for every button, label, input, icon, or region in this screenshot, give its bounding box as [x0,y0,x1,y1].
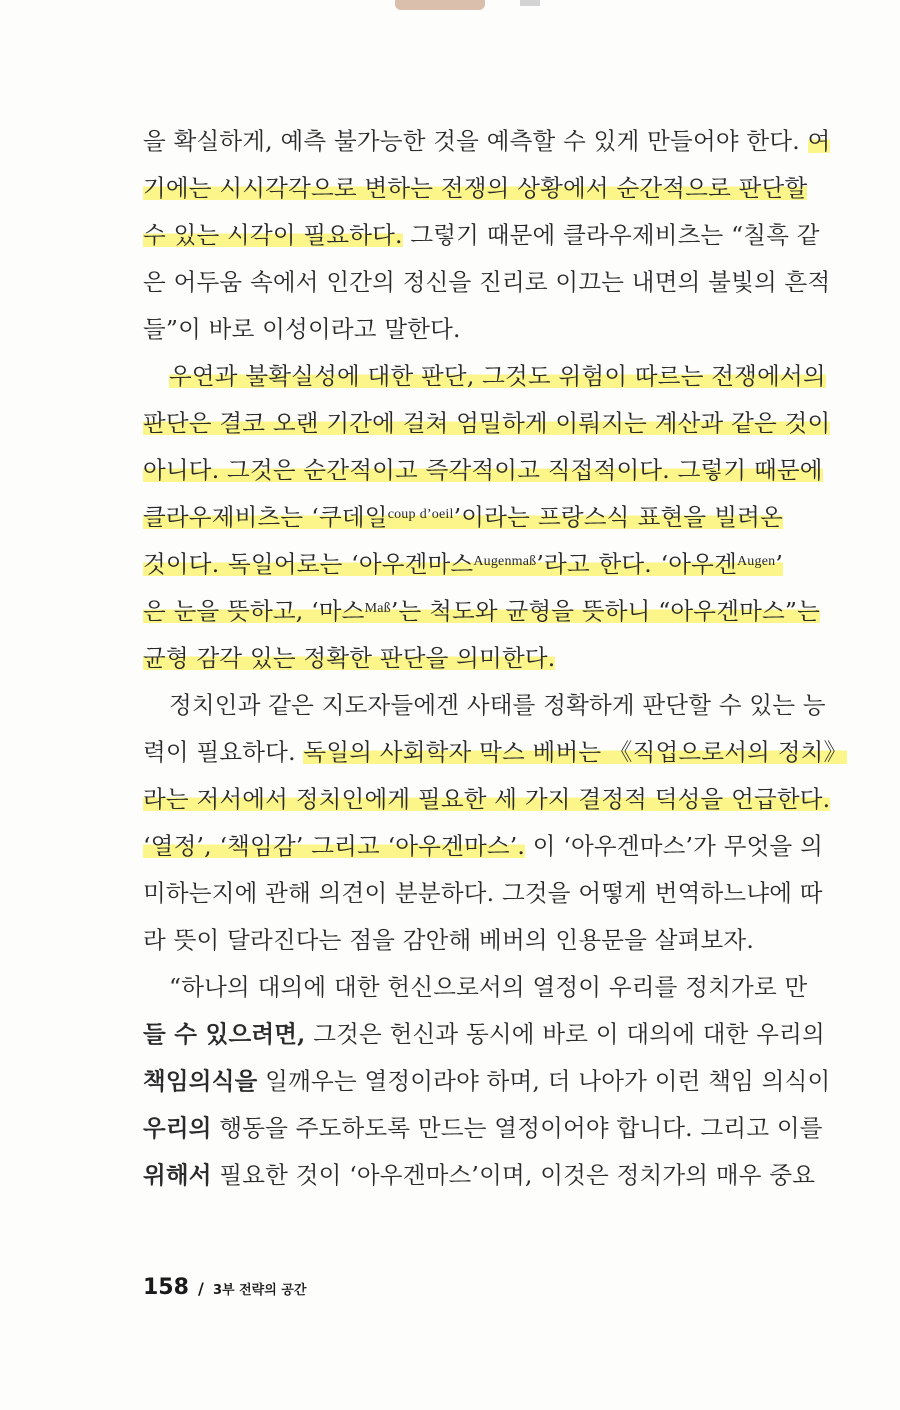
highlighted-text: 판단은 결코 오랜 기간에 걸쳐 엄밀하게 이뤄지는 계산과 같은 것이 [143,409,831,437]
highlighted-text: 아니다. 그것은 순간적이고 즉각적이고 직접적이다. 그렇기 때문에 [143,456,823,484]
text-segment: 들”이 바로 이성이라고 말한다. [143,315,461,343]
text-line [143,870,823,917]
text-line [143,776,831,823]
foreign-term: Augen [736,554,776,569]
text-segment: 그렇기 때문에 클라우제비츠는 “칠흑 같 [402,221,820,249]
text-line [143,306,783,353]
text-segment: ’는 척도와 균형을 뜻하니 “아우겐마스”는 [390,597,821,625]
text-segment: 라 뜻이 달라진다는 점을 감안해 베버의 인용문을 살펴보자. [143,926,754,954]
text-segment: 그것은 헌신과 동시에 바로 이 대의에 대한 우리의 [305,1020,825,1048]
text-segment: 은 눈을 뜻하고, ‘마스 [143,597,365,625]
text-segment: 정치인과 같은 지도자들에겐 사태를 정확하게 판단할 수 있는 능 [169,691,826,719]
text-line [143,917,783,964]
bold-text: 우리의 [143,1114,212,1142]
text-segment: 일깨우는 열정이라야 하며, 더 나아가 이런 책임 의식이 [257,1067,831,1095]
highlighted-text: ‘열정’, ‘책임감’ 그리고 ‘아우겐마스’. [143,832,526,860]
text-line [143,1105,823,1152]
highlighted-text: 우연과 불확실성에 대한 판단, 그것도 위험이 따르는 전쟁에서의 [169,362,826,390]
bold-text: 위해서 [143,1161,212,1189]
text-line [143,259,831,306]
text-segment: 클라우제비츠는 ‘쿠데일 [143,503,388,531]
text-line [143,165,808,212]
text-segment: 이 ‘아우겐마스’가 무엇을 의 [525,832,824,860]
bold-text: 책임의식을 [143,1067,258,1095]
highlighted-text [143,503,783,531]
text-line [143,729,848,776]
text-line [143,118,831,165]
text-line [143,1011,825,1058]
text-line [143,447,823,494]
text-segment: 을 확실하게, 예측 불가능한 것을 예측할 수 있게 만들어야 한다. [143,127,808,155]
text-segment: 미하는지에 관해 의견이 분분하다. 그것을 어떻게 번역하느냐에 따 [143,879,823,907]
text-line [143,588,821,635]
footer-separator: / [198,1279,204,1298]
text-line [143,635,783,682]
text-segment: “하나의 대의에 대한 헌신으로서의 열정이 우리를 정치가로 만 [169,973,808,1001]
highlighted-text [143,550,783,578]
text-line [143,494,783,541]
page-top-marker-secondary [520,0,540,6]
text-segment: 필요한 것이 ‘아우겐마스’이며, 이것은 정치가의 매우 중요 [211,1161,816,1189]
text-line [143,400,831,447]
bold-text: 들 수 있으려면, [143,1020,306,1048]
page-footer [143,1275,306,1300]
text-segment: 력이 필요하다. [143,738,304,766]
foreign-term: Augenmaß [473,554,537,569]
page-top-marker [395,0,485,10]
highlighted-text: 여 [807,127,831,155]
text-line [143,964,808,1011]
text-line [143,823,824,870]
text-segment: 것이다. 독일어로는 ‘아우겐마스 [143,550,474,578]
highlighted-text: 균형 감각 있는 정확한 판단을 의미한다. [143,644,556,672]
section-title: 3부 전략의 공간 [212,1283,307,1298]
text-segment: ’ [775,550,783,578]
text-line [143,212,820,259]
text-line [143,1152,816,1199]
text-line [143,541,783,588]
text-segment: 행동을 주도하도록 만드는 열정이어야 합니다. 그리고 이를 [211,1114,823,1142]
page-number: 158 [143,1275,189,1300]
foreign-term: coup d’oeil [387,507,454,522]
foreign-term: Maß [364,601,391,616]
text-segment: ’라고 한다. ‘아우겐 [536,550,737,578]
highlighted-text: 기에는 시시각각으로 변하는 전쟁의 상황에서 순간적으로 판단할 [143,174,808,202]
highlighted-text [143,597,820,625]
highlighted-text: 수 있는 시각이 필요하다. [143,221,403,249]
highlighted-text: 라는 저서에서 정치인에게 필요한 세 가지 결정적 덕성을 언급한다. [143,785,831,813]
text-segment: ’이라는 프랑스식 표현을 빌려온 [453,503,783,531]
text-segment: 은 어두움 속에서 인간의 정신을 진리로 이끄는 내면의 불빛의 흔적 [143,268,831,296]
highlighted-text: 독일의 사회학자 막스 베버는 《직업으로서의 정치》 [303,738,848,766]
text-line [143,353,826,400]
text-line [143,682,826,729]
body-text [143,118,848,1199]
text-line [143,1058,831,1105]
